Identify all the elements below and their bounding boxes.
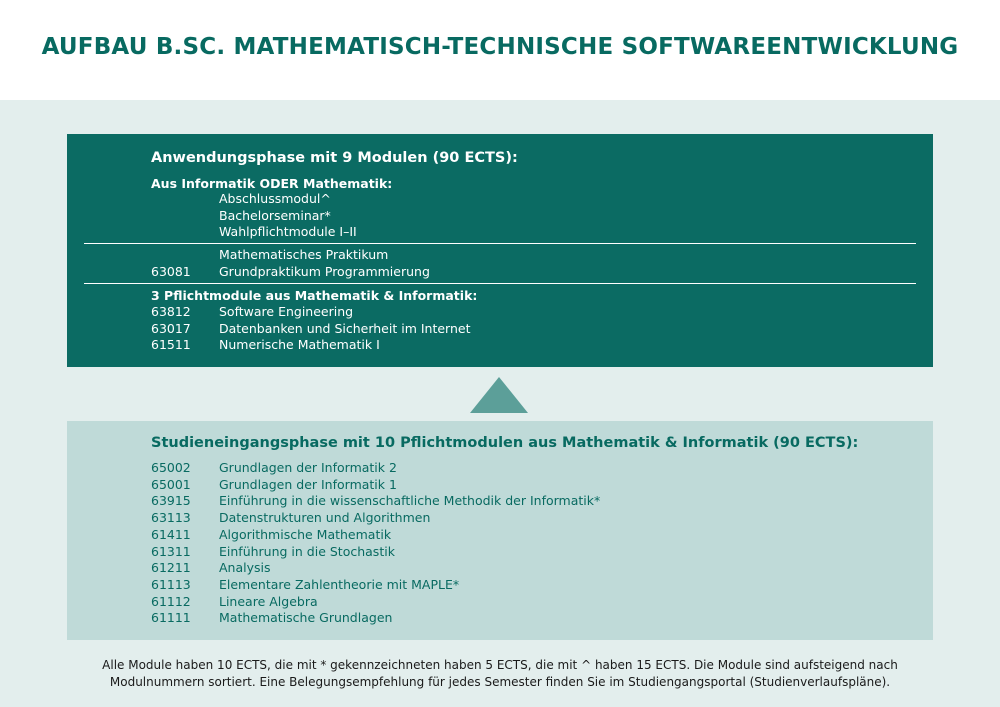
anwendungsphase-box [67, 134, 933, 367]
module-name: Analysis [219, 560, 271, 576]
module-name: Algorithmische Mathematik [219, 526, 392, 542]
module-name: Einführung in die wissenschaftliche Methodik der Informatik* [219, 493, 601, 509]
module-name: Einführung in die Stochastik [219, 543, 395, 559]
module-code: 63081 [151, 263, 191, 279]
module-name: Grundlagen der Informatik 2 [219, 460, 397, 475]
section-informatik-oder-mathematik-label: Aus Informatik ODER Mathematik: [151, 176, 393, 191]
module-name: Lineare Algebra [219, 593, 318, 609]
module-name: Elementare Zahlentheorie mit MAPLE* [219, 576, 460, 592]
page-title: AUFBAU B.SC. MATHEMATISCH-TECHNISCHE SOFTWAREENTWICKLUNG [41, 34, 959, 60]
module-code: 61112 [151, 593, 191, 609]
module-code: 61113 [151, 576, 191, 592]
module-name: Wahlpflichtmodule I–II [219, 224, 357, 239]
module-code: 61511 [151, 337, 191, 352]
module-name: Software Engineering [219, 304, 354, 319]
module-name: Abschlussmodul^ [219, 191, 331, 206]
section-divider [84, 283, 916, 284]
module-code: 63915 [151, 493, 191, 509]
module-code: 61311 [151, 543, 191, 559]
module-code: 63812 [151, 304, 191, 319]
module-name: Grundlagen der Informatik 1 [219, 476, 397, 492]
section-pflichtmodule-label: 3 Pflichtmodule aus Mathematik & Informatik: [151, 288, 478, 303]
studieneingangsphase-box [67, 421, 933, 640]
module-code: 61111 [151, 610, 191, 626]
module-code: 63113 [151, 510, 191, 526]
anwendungsphase-heading: Anwendungsphase mit 9 Modulen (90 ECTS): [151, 150, 518, 166]
module-name: Datenbanken und Sicherheit im Internet [219, 320, 471, 336]
module-code: 61211 [151, 560, 191, 576]
footnote [0, 657, 1000, 691]
module-name: Numerische Mathematik I [219, 337, 380, 352]
arrow-up-icon [470, 377, 528, 413]
module-name: Datenstrukturen und Algorithmen [219, 510, 431, 526]
module-code: 65002 [151, 460, 191, 475]
module-name: Mathematische Grundlagen [219, 610, 393, 626]
section-divider [84, 243, 916, 244]
module-name: Mathematisches Praktikum [219, 247, 389, 262]
module-code: 65001 [151, 476, 191, 492]
studieneingangsphase-heading: Studieneingangsphase mit 10 Pflichtmodulen aus Mathematik & Informatik (90 ECTS): [151, 435, 859, 451]
module-code: 63017 [151, 320, 191, 336]
footnote-line: Alle Module haben 10 ECTS, die mit * gekennzeichneten haben 5 ECTS, die mit ^ haben 15 ECTS. Die Module sind aufsteigend nach [102, 658, 898, 672]
module-name: Grundpraktikum Programmierung [219, 263, 430, 279]
footnote-line: Modulnummern sortiert. Eine Belegungsempfehlung für jedes Semester finden Sie im Studiengangsportal (Studienverlaufspläne). [109, 675, 891, 689]
module-name: Bachelorseminar* [219, 207, 331, 223]
module-code: 61411 [151, 526, 191, 542]
